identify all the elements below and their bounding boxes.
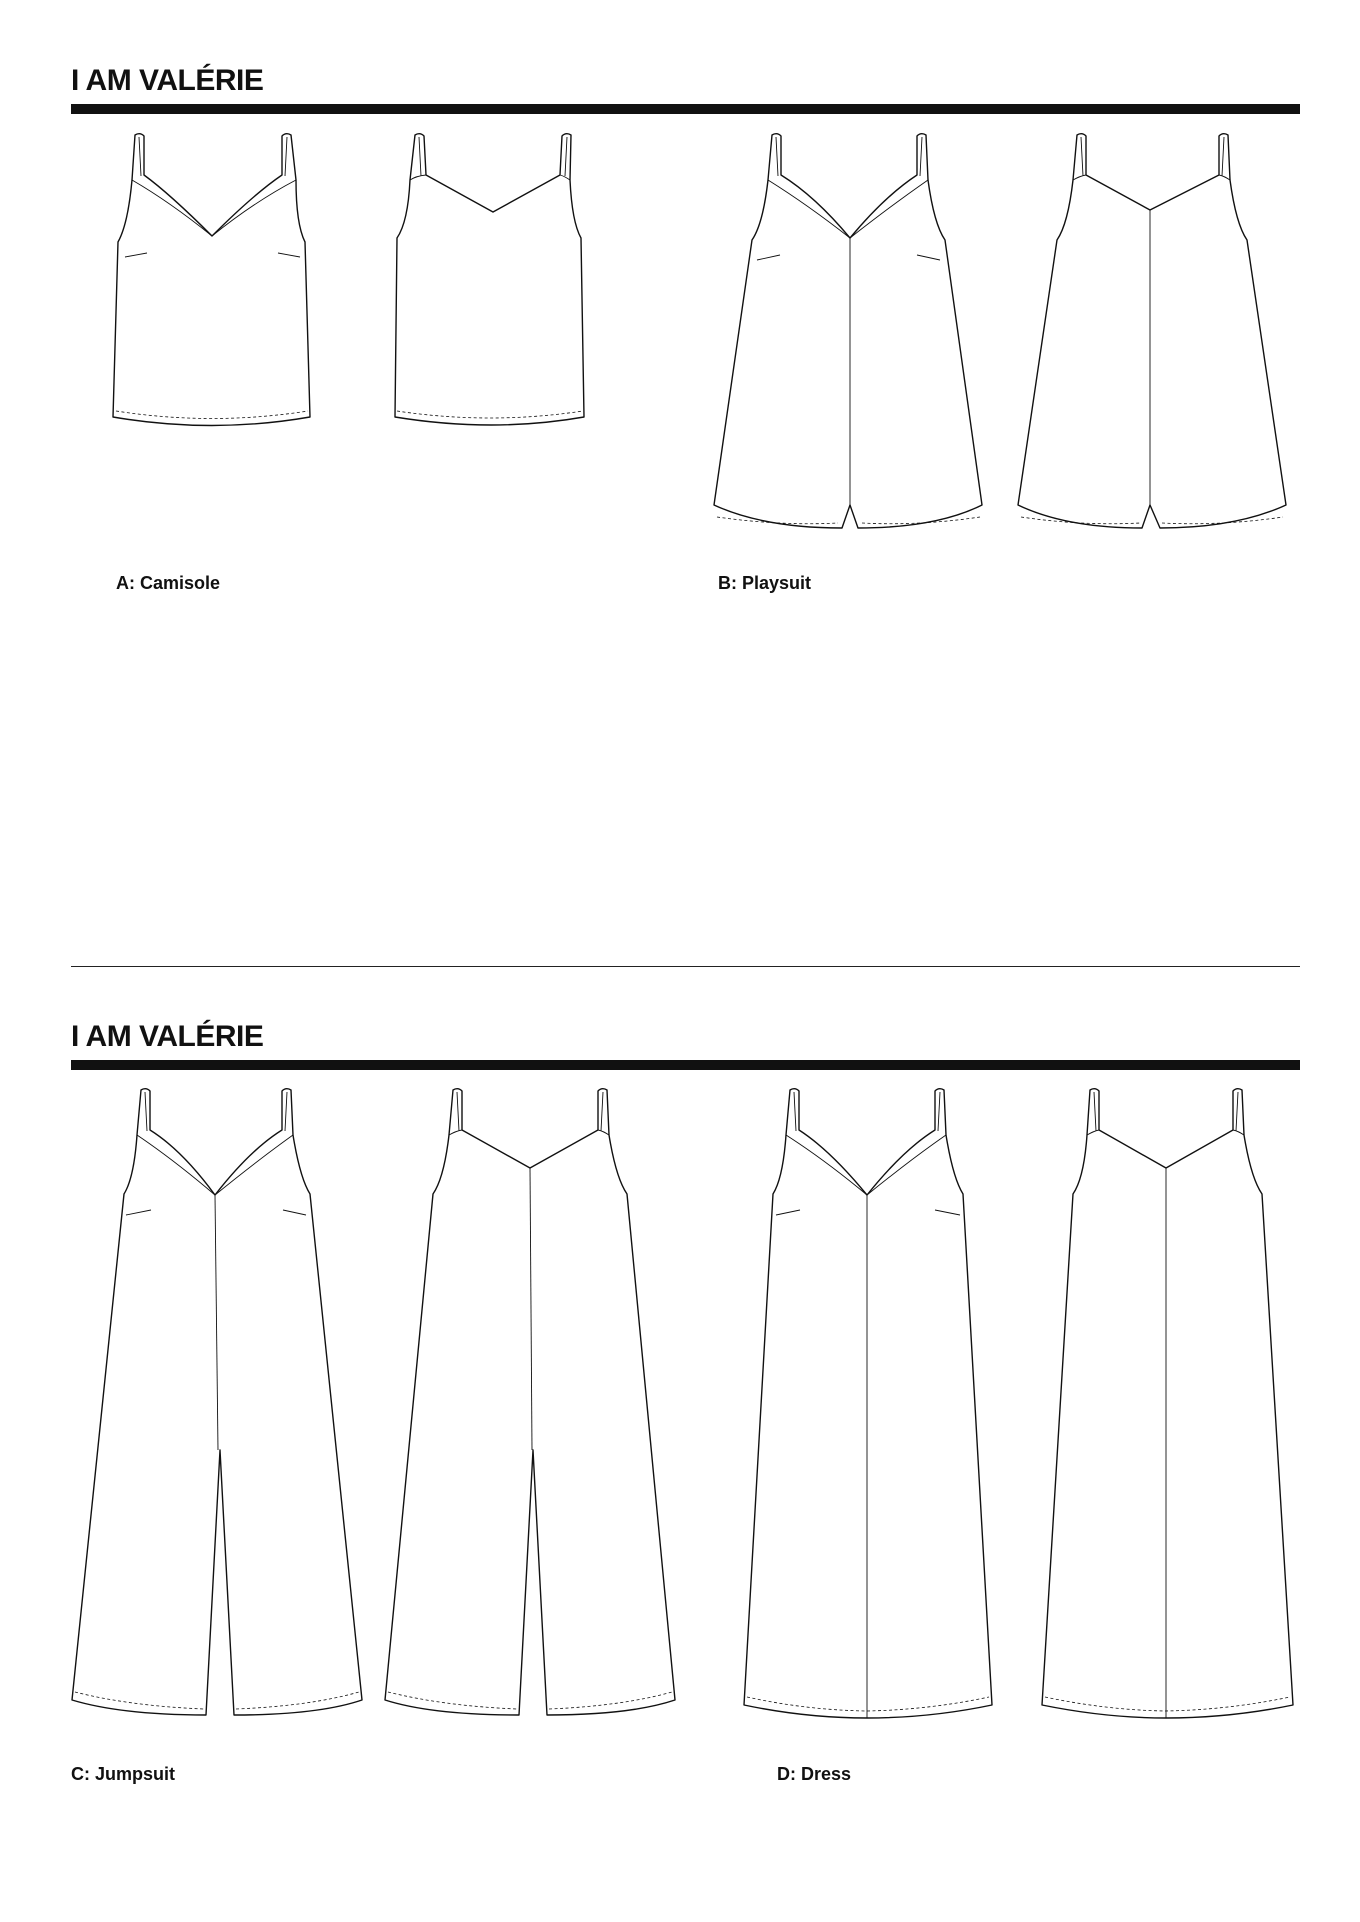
caption-playsuit: B: Playsuit: [718, 573, 812, 593]
playsuit-front-drawing: [714, 134, 982, 528]
section-title-bottom: I AM VALÉRIE: [71, 1020, 264, 1053]
caption-camisole: A: Camisole: [116, 573, 221, 593]
playsuit-back-drawing: [1018, 134, 1286, 528]
caption-dress: D: Dress: [777, 1764, 852, 1784]
dress-front-drawing: [744, 1089, 992, 1718]
camisole-front-drawing: [113, 134, 310, 426]
caption-jumpsuit: C: Jumpsuit: [71, 1764, 176, 1784]
jumpsuit-back-drawing: [385, 1089, 675, 1715]
camisole-back-drawing: [395, 134, 584, 425]
jumpsuit-front-drawing: [72, 1089, 362, 1715]
section-title-top: I AM VALÉRIE: [71, 64, 264, 97]
dress-back-drawing: [1042, 1089, 1293, 1718]
